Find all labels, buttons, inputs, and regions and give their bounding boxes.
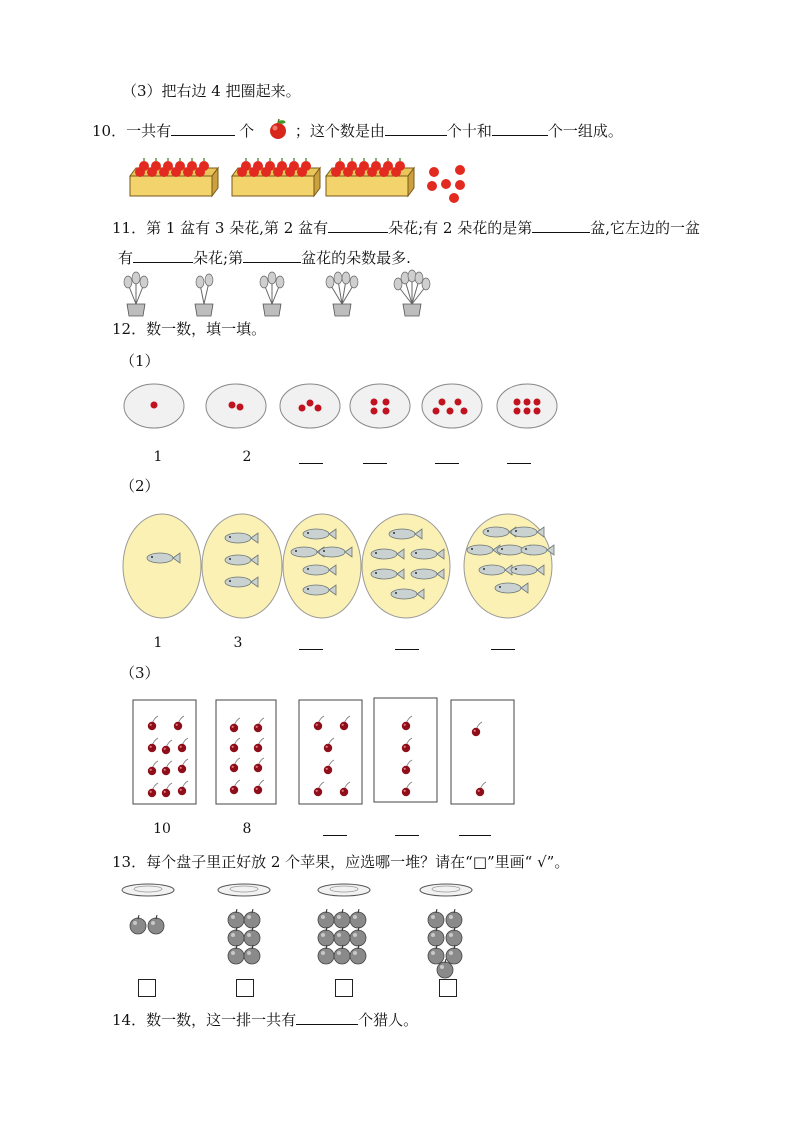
q10-text-d: 个十和 bbox=[446, 122, 492, 140]
q11-text-1b: 朵花;有 2 朵花的是第 bbox=[388, 219, 533, 237]
q12-p2-label-2: 3 bbox=[233, 635, 243, 651]
q12-part3-label: （3） bbox=[120, 664, 160, 682]
q11-text-1c: 盆,它左边的一盆 bbox=[590, 219, 701, 237]
q12-part1-label: （1） bbox=[120, 352, 160, 370]
q12-p2-blank-3[interactable] bbox=[299, 648, 323, 650]
q14-blank-hunters[interactable] bbox=[296, 1009, 358, 1025]
q11-line1 bbox=[112, 217, 700, 238]
cherry-boxes bbox=[130, 696, 530, 808]
q11-line2 bbox=[118, 247, 411, 268]
q12-p2-blank-4[interactable] bbox=[395, 648, 419, 650]
q10-text-b: 个 bbox=[239, 122, 255, 140]
q12-p1-label-1: 1 bbox=[153, 449, 163, 465]
strawberry-plates bbox=[122, 380, 562, 436]
q10-blank-tens[interactable] bbox=[385, 120, 447, 136]
q12-p1-blank-5[interactable] bbox=[435, 462, 459, 464]
q10-text-c: ；这个数是由 bbox=[294, 122, 385, 140]
q13-checkbox-4[interactable] bbox=[439, 979, 457, 997]
q11-blank-pot2[interactable] bbox=[328, 217, 388, 233]
q11-blank-most-pot[interactable] bbox=[243, 247, 301, 263]
q10-text-e: 个一组成。 bbox=[547, 122, 623, 140]
q12-p2-blank-5[interactable] bbox=[491, 648, 515, 650]
apple-crates bbox=[126, 158, 486, 208]
q12-p3-blank-5[interactable] bbox=[459, 834, 491, 836]
apple-icon bbox=[267, 118, 289, 140]
q12-p1-label-2: 2 bbox=[242, 449, 252, 465]
q13-checkbox-2[interactable] bbox=[236, 979, 254, 997]
q14-text-a: 14．数一数，这一排一共有 bbox=[112, 1011, 297, 1029]
q11-text-2b: 朵花;第 bbox=[193, 249, 244, 267]
q10-question bbox=[92, 118, 623, 141]
q10-text-a: 10．一共有 bbox=[92, 122, 172, 140]
plates-and-apple-piles bbox=[120, 882, 480, 1002]
q12-part2-label: （2） bbox=[120, 477, 160, 495]
q12-p1-blank-3[interactable] bbox=[299, 462, 323, 464]
flower-pots bbox=[116, 274, 436, 318]
q11-blank-which-pot[interactable] bbox=[532, 217, 590, 233]
q9-part3-text: （3）把右边 4 把圈起来。 bbox=[122, 82, 301, 100]
q12-title: 12．数一数，填一填。 bbox=[112, 320, 267, 338]
q11-text-1a: 11．第 1 盆有 3 朵花,第 2 盆有 bbox=[112, 219, 329, 237]
q14-text-b: 个猎人。 bbox=[358, 1011, 419, 1029]
q12-p2-label-1: 1 bbox=[153, 635, 163, 651]
q12-p1-blank-4[interactable] bbox=[363, 462, 387, 464]
q11-blank-left-pot[interactable] bbox=[133, 247, 193, 263]
q12-p3-label-1: 10 bbox=[153, 821, 171, 837]
q14-question bbox=[112, 1009, 418, 1030]
q11-text-2a: 有 bbox=[118, 249, 134, 267]
q13-checkbox-1[interactable] bbox=[138, 979, 156, 997]
fish-ovals bbox=[122, 512, 562, 622]
q12-p1-blank-6[interactable] bbox=[507, 462, 531, 464]
q13-checkbox-3[interactable] bbox=[335, 979, 353, 997]
q13-text: 13．每个盘子里正好放 2 个苹果，应选哪一堆？请在“□”里画“ √”。 bbox=[112, 853, 570, 871]
q12-p3-blank-3[interactable] bbox=[323, 834, 347, 836]
q12-p3-label-2: 8 bbox=[242, 821, 252, 837]
q10-blank-ones[interactable] bbox=[492, 120, 548, 136]
q10-blank-total[interactable] bbox=[171, 120, 235, 136]
q11-text-2c: 盆花的朵数最多. bbox=[301, 249, 411, 267]
q12-p3-blank-4[interactable] bbox=[395, 834, 419, 836]
